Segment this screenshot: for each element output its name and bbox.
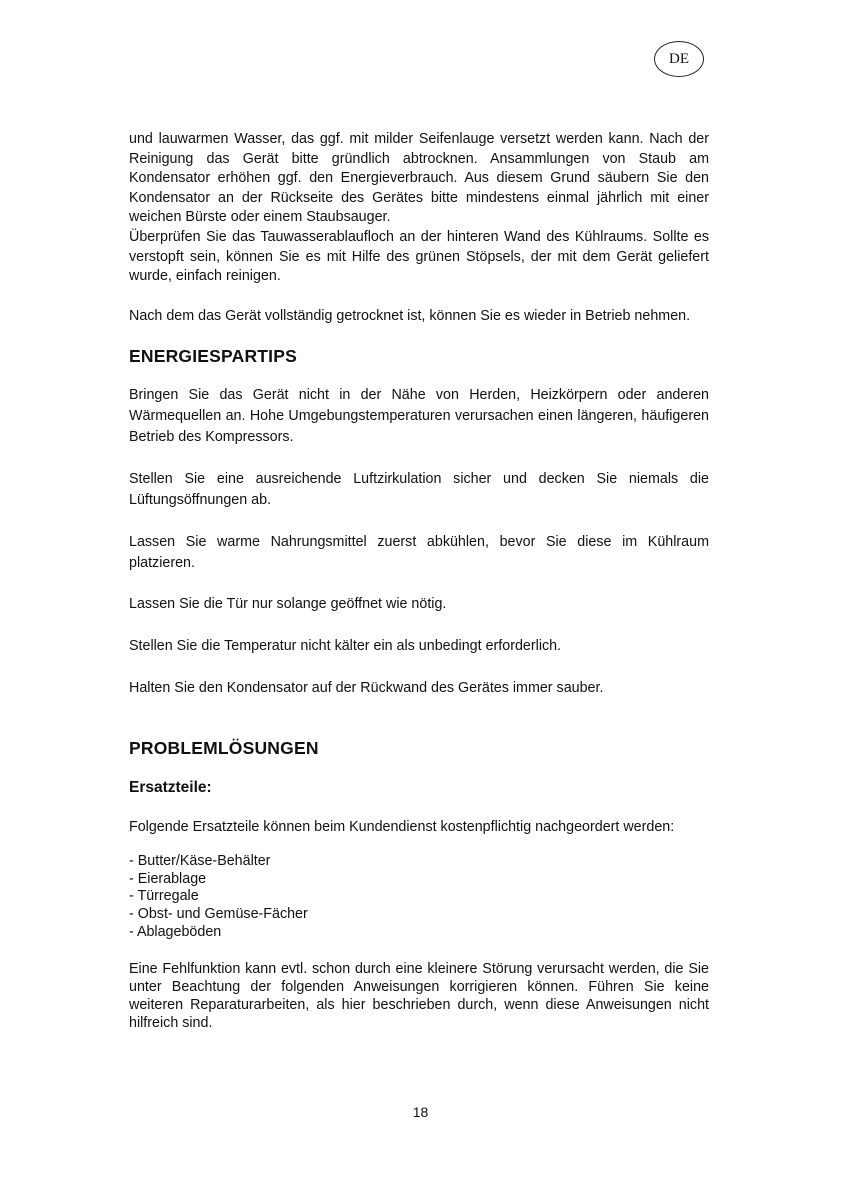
energy-tip: Lassen Sie warme Nahrungsmittel zuerst abkühlen, bevor Sie diese im Kühlraum platzieren. xyxy=(129,534,709,572)
list-item: - Ablageböden xyxy=(129,923,222,940)
spare-parts-intro: Folgende Ersatzteile können beim Kundendienst kostenpflichtig nachgeordert werden: xyxy=(129,819,675,836)
list-item: - Türregale xyxy=(129,888,199,905)
list-item: - Obst- und Gemüse-Fächer xyxy=(129,905,308,922)
drain-hole-paragraph: Überprüfen Sie das Tauwasserablaufloch an der hinteren Wand des Kühlraums. Sollte es verstopft sein, können Sie es mit Hilfe des grünen Stöpsels, der mit dem Gerät geliefert wurde, einfach reinigen. xyxy=(129,228,709,285)
energy-tip: Stellen Sie eine ausreichende Luftzirkulation sicher und decken Sie niemals die Lüftungsöffnungen ab. xyxy=(129,471,709,509)
energy-tips-heading: ENERGIESPARTIPS xyxy=(129,346,297,367)
spare-parts-subheading: Ersatzteile: xyxy=(129,779,212,797)
list-item: - Butter/Käse-Behälter xyxy=(129,853,271,870)
page-number: 18 xyxy=(412,1104,429,1120)
energy-tip: Stellen Sie die Temperatur nicht kälter ein als unbedingt erforderlich. xyxy=(129,637,562,654)
malfunction-note: Eine Fehlfunktion kann evtl. schon durch eine kleinere Störung verursacht werden, die Sie unter Beachtung der folgenden Anweisungen korrigieren können. Führen Sie keine weiteren Reparaturarbeiten, als hier beschrieben durch, wenn diese Anweisungen nicht hilfreich sind. xyxy=(129,961,709,1032)
cleaning-paragraph: und lauwarmen Wasser, das ggf. mit milder Seifenlauge versetzt werden kann. Nach der Reinigung das Gerät bitte gründlich abtrocknen. Ansammlungen von Staub am Kondensator erhöhen ggf. den Energieverbrauch. Aus diesem Grund säubern Sie den Kondensator an der Rückseite des Gerätes bitte mindestens einmal jährlich mit einer weichen Bürste oder einem Staubsauger. xyxy=(129,131,709,226)
troubleshooting-heading: PROBLEMLÖSUNGEN xyxy=(129,738,319,759)
energy-tip: Lassen Sie die Tür nur solange geöffnet wie nötig. xyxy=(129,596,447,613)
spare-parts-list xyxy=(129,853,709,941)
energy-tip: Halten Sie den Kondensator auf der Rückwand des Gerätes immer sauber. xyxy=(129,679,604,696)
page-content xyxy=(129,130,709,1032)
list-item: - Eierablage xyxy=(129,870,207,887)
restart-paragraph: Nach dem das Gerät vollständig getrocknet ist, können Sie es wieder in Betrieb nehmen. xyxy=(129,307,691,324)
language-badge: DE xyxy=(654,41,704,77)
energy-tip: Bringen Sie das Gerät nicht in der Nähe von Herden, Heizkörpern oder anderen Wärmequellen an. Hohe Umgebungstemperaturen verursachen einen längeren, häufigeren Betrieb des Kompressors. xyxy=(129,387,709,446)
